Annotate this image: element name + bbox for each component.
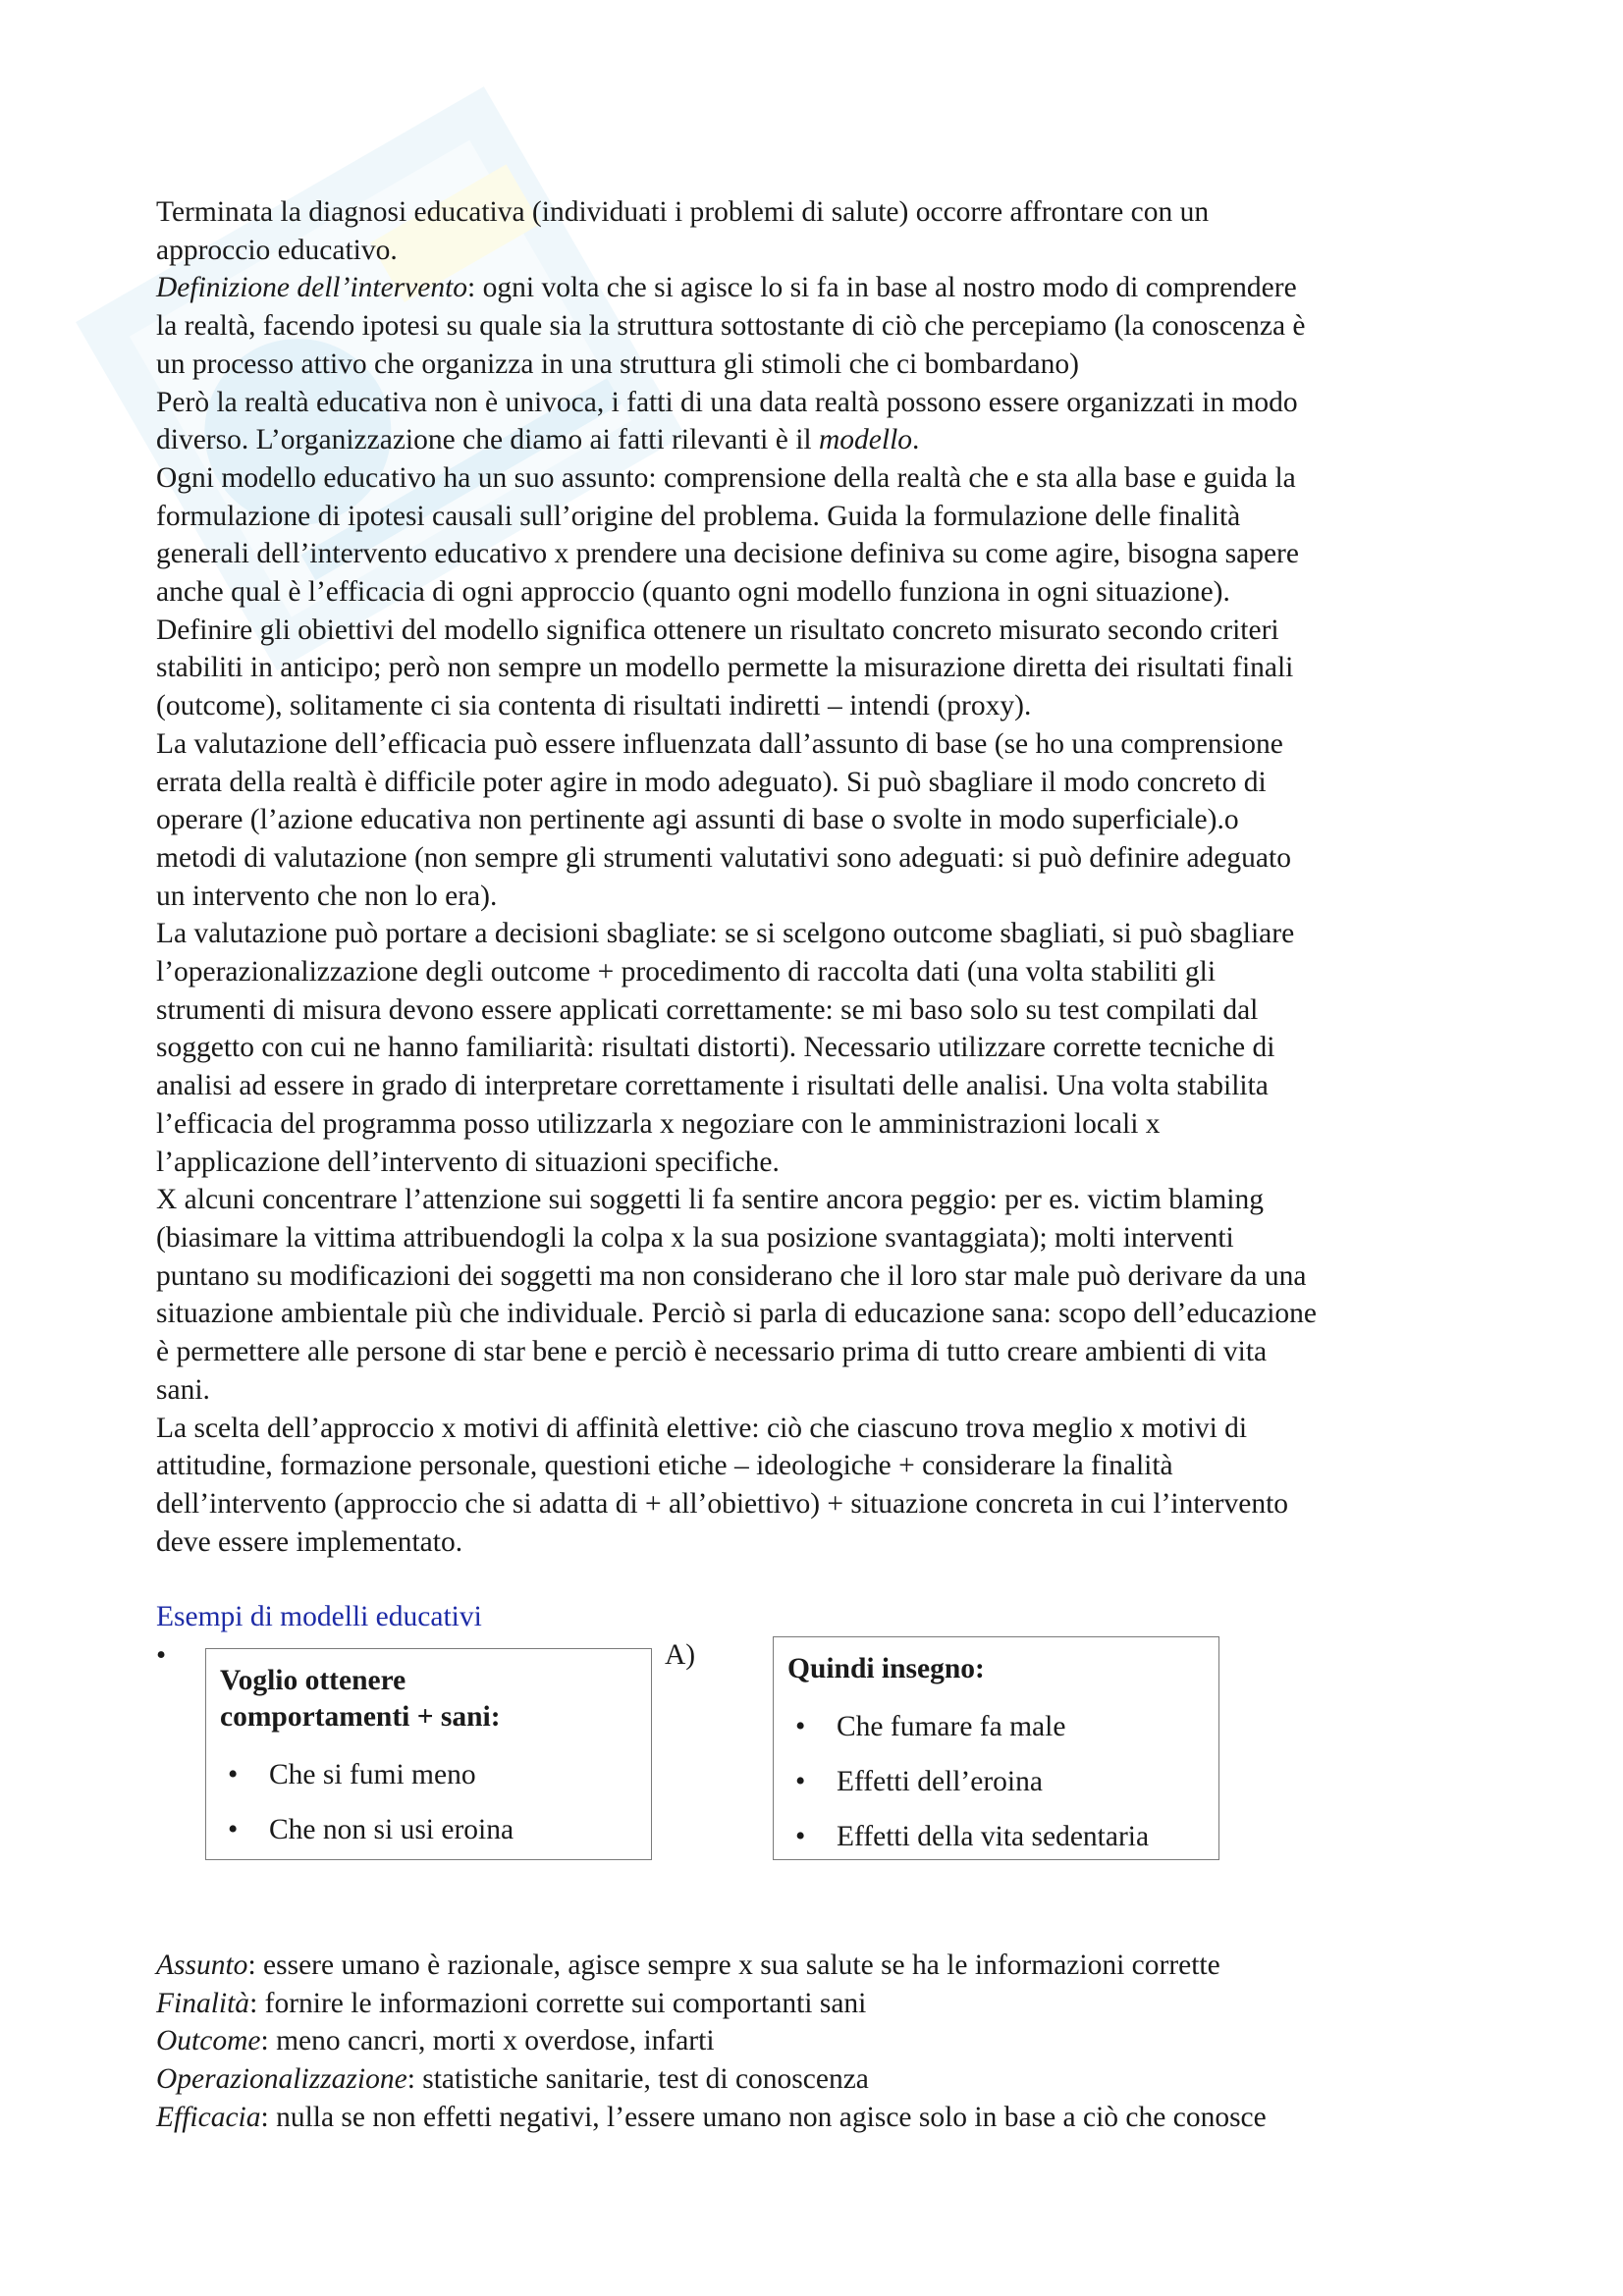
- summary-line: Efficacia: nulla se non effetti negativi, l’essere umano non agisce solo in base a ciò che conosce: [156, 2101, 1267, 2133]
- text-line: un processo attivo che organizza in una struttura gli stimoli che ci bombardano): [156, 347, 1079, 380]
- paragraph: [156, 612, 1491, 725]
- text-line: strumenti di misura devono essere applicati correttamente: se mi baso solo su test compilati dal: [156, 993, 1259, 1026]
- summary-line: Assunto: essere umano è razionale, agisce sempre x sua salute se ha le informazioni corrette: [156, 1949, 1220, 1982]
- text-line: analisi ad essere in grado di interpretare correttamente i risultati delle analisi. Una volta stabilita: [156, 1070, 1269, 1102]
- text-line: situazione ambientale più che individuale. Perciò si parla di educazione sana: scopo dell’educazione: [156, 1298, 1318, 1330]
- text-line: l’efficacia del programma posso utilizzarla x negoziare con le amministrazioni locali x: [156, 1107, 1161, 1140]
- text-line: Definire gli obiettivi del modello significa ottenere un risultato concreto misurato secondo criteri: [156, 614, 1279, 646]
- text-line: stabiliti in anticipo; però non sempre un modello permette la misurazione diretta dei risultati finali: [156, 652, 1294, 684]
- summary-line: Outcome: meno cancri, morti x overdose, infarti: [156, 2025, 715, 2057]
- examples-row: [156, 1636, 1491, 1901]
- list-item: • Che non si usi eroina: [220, 1802, 637, 1857]
- text-line: (biasimare la vittima attribuendogli la colpa x la sua posizione svantaggiata); molti interventi: [156, 1221, 1234, 1254]
- text-line: attitudine, formazione personale, questioni etiche – ideologiche + considerare la finalità: [156, 1450, 1173, 1482]
- list-bullet: •: [156, 1639, 167, 1672]
- summary-line: Finalità: fornire le informazioni corrette sui comportanti sani: [156, 1987, 867, 2019]
- paragraph: [156, 1181, 1491, 1409]
- text-line: (outcome), solitamente ci sia contenta di risultati indiretti – intendi (proxy).: [156, 690, 1032, 722]
- text-line: puntano su modificazioni dei soggetti ma non considerano che il loro star male può derivare da una: [156, 1259, 1307, 1292]
- example-marker: A): [665, 1639, 696, 1672]
- list-item: • Effetti della vita sedentaria: [787, 1809, 1205, 1864]
- text-line: diverso. L’organizzazione che diamo ai fatti rilevanti è il modello.: [156, 424, 920, 456]
- teaching-list: [787, 1699, 1205, 1864]
- text-line: metodi di valutazione (non sempre gli strumenti valutativi sono adeguati: si può definire adeguato: [156, 841, 1291, 874]
- text-line: operare (l’azione educativa non pertinente agi assunti di base o svolte in modo superficiale).o: [156, 804, 1239, 836]
- text-line: l’applicazione dell’intervento di situazioni specifiche.: [156, 1146, 780, 1178]
- list-item: • Effetti dell’eroina: [787, 1754, 1205, 1809]
- goals-list: [220, 1747, 637, 1857]
- goals-box-title: Voglio ottenere comportamenti + sani:: [220, 1665, 501, 1734]
- text-line: Ogni modello educativo ha un suo assunto: comprensione della realtà che e sta alla base e guida la: [156, 461, 1296, 494]
- text-line: formulazione di ipotesi causali sull’origine del problema. Guida la formulazione delle finalità: [156, 500, 1241, 532]
- model-summary: [156, 1947, 1491, 2137]
- text-line: sani.: [156, 1373, 210, 1406]
- text-line: La valutazione dell’efficacia può essere influenzata dall’assunto di base (se ho una comprensione: [156, 727, 1283, 760]
- paragraph: [156, 1410, 1491, 1562]
- paragraph: [156, 725, 1491, 916]
- paragraphs: [156, 193, 1491, 1561]
- text-line: Terminata la diagnosi educativa (individuati i problemi di salute) occorre affrontare con un: [156, 196, 1210, 228]
- text-line: approccio educativo.: [156, 234, 398, 266]
- text-line: X alcuni concentrare l’attenzione sui soggetti li fa sentire ancora peggio: per es. victim blaming: [156, 1184, 1264, 1216]
- text-line: un intervento che non lo era).: [156, 880, 498, 912]
- text-line: Però la realtà educativa non è univoca, i fatti di una data realtà possono essere organizzati in modo: [156, 386, 1298, 418]
- text-line: errata della realtà è difficile poter agire in modo adeguato). Si può sbagliare il modo concreto di: [156, 766, 1267, 798]
- text-line: l’operazionalizzazione degli outcome + procedimento di raccolta dati (una volta stabiliti gli: [156, 956, 1217, 988]
- text-line: soggetto con cui ne hanno familiarità: risultati distorti). Necessario utilizzare corrette tecniche di: [156, 1032, 1275, 1064]
- text-line: La valutazione può portare a decisioni sbagliate: se si scelgono outcome sbagliati, si può sbagliare: [156, 918, 1295, 950]
- section-title: Esempi di modelli educativi: [156, 1601, 482, 1633]
- text-line: deve essere implementato.: [156, 1525, 463, 1558]
- teaching-box: [773, 1636, 1219, 1860]
- document-body: [156, 193, 1491, 2137]
- teaching-box-title: Quindi insegno:: [787, 1653, 985, 1685]
- list-item: • Che si fumi meno: [220, 1747, 637, 1802]
- paragraph: [156, 459, 1491, 612]
- text-line: La scelta dell’approccio x motivi di affinità elettive: ciò che ciascuno trova meglio x motivi di: [156, 1412, 1248, 1444]
- summary-line: Operazionalizzazione: statistiche sanitarie, test di conoscenza: [156, 2063, 869, 2096]
- text-line: Definizione dell’intervento: ogni volta che si agisce lo si fa in base al nostro modo di comprendere: [156, 272, 1297, 304]
- paragraph: [156, 193, 1491, 269]
- text-line: è permettere alle persone di star bene e perciò è necessario prima di tutto creare ambienti di vita: [156, 1336, 1268, 1368]
- text-line: anche qual è l’efficacia di ogni approccio (quanto ogni modello funziona in ogni situazione).: [156, 576, 1230, 609]
- list-item: • Che fumare fa male: [787, 1699, 1205, 1754]
- text-line: la realtà, facendo ipotesi su quale sia la struttura sottostante di ciò che percepiamo (la conoscenza è: [156, 310, 1306, 343]
- paragraph: [156, 269, 1491, 383]
- paragraph: [156, 384, 1491, 459]
- text-line: dell’intervento (approccio che si adatta di + all’obiettivo) + situazione concreta in cui l’intervento: [156, 1487, 1289, 1520]
- text-line: generali dell’intervento educativo x prendere una decisione definiva su come agire, bisogna sapere: [156, 538, 1299, 570]
- goals-box: [205, 1648, 652, 1860]
- paragraph: [156, 915, 1491, 1181]
